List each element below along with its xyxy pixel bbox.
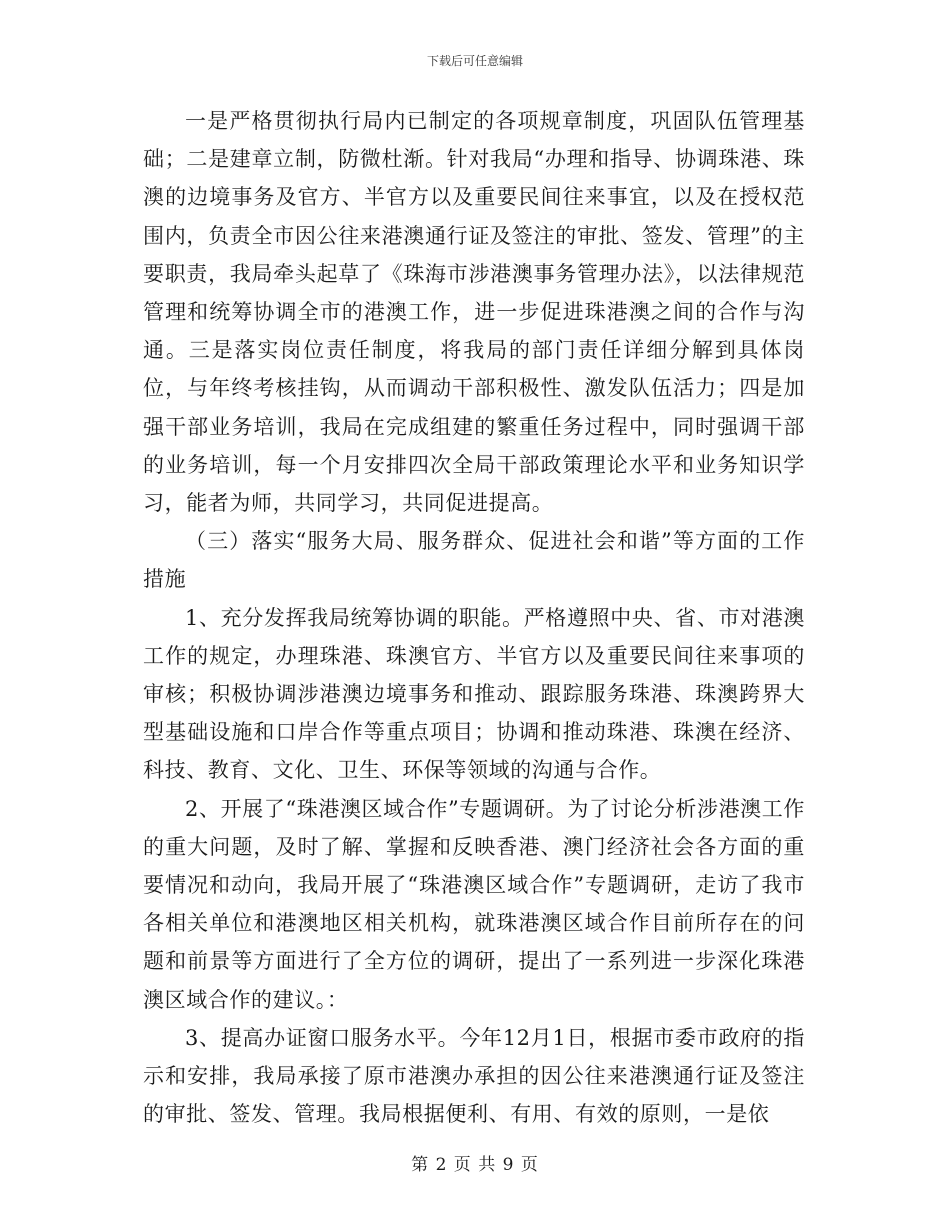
document-body [143, 102, 805, 1133]
section-heading: （三）落实“服务大局、服务群众、促进社会和谐”等方面的工作措施 [143, 529, 805, 592]
paragraph: 1、充分发挥我局统筹协调的职能。严格遵照中央、省、市对港澳工作的规定，办理珠港、珠澳官方、半官方以及重要民间往来事项的审核；积极协调涉港澳边境事务和推动、跟踪服务珠港、珠澳跨界大型基础设施和口岸合作等重点项目；协调和推动珠港、珠澳在经济、科技、教育、文化、卫生、环保等领域的沟通与合作。 [143, 605, 805, 783]
header-note: 下载后可任意编辑 [426, 54, 523, 68]
paragraph: 3、提高办证窗口服务水平。今年12月1日，根据市委市政府的指示和安排，我局承接了原市港澳办承担的因公往来港澳通行证及签注的审批、签发、管理。我局根据便利、有用、有效的原则，一是依 [143, 1025, 805, 1127]
page-number-footer: 第 2 页 共 9 页 [411, 1155, 539, 1175]
paragraph: 一是严格贯彻执行局内已制定的各项规章制度，巩固队伍管理基础；二是建章立制，防微杜渐。针对我局“办理和指导、协调珠港、珠澳的边境事务及官方、半官方以及重要民间往来事宜，以及在授权范围内，负责全市因公往来港澳通行证及签注的审批、签发、管理”的主要职责，我局牵头起草了《珠海市涉港澳事务管理办法》，以法律规范管理和统筹协调全市的港澳工作，进一步促进珠港澳之间的合作与沟通。三是落实岗位责任制度，将我局的部门责任详细分解到具体岗位，与年终考核挂钩，从而调动干部积极性、激发队伍活力；四是加强干部业务培训，我局在完成组建的繁重任务过程中，同时强调干部的业务培训，每一个月安排四次全局干部政策理论水平和业务知识学习，能者为师，共同学习，共同促进提高。 [143, 109, 805, 516]
paragraph: 2、开展了“珠港澳区域合作”专题调研。为了讨论分析涉港澳工作的重大问题，及时了解、掌握和反映香港、澳门经济社会各方面的重要情况和动向，我局开展了“珠港澳区域合作”专题调研，走访了我市各相关单位和港澳地区相关机构，就珠港澳区域合作目前所存在的问题和前景等方面进行了全方位的调研，提出了一系列进一步深化珠港澳区域合作的建议。： [143, 796, 805, 1012]
